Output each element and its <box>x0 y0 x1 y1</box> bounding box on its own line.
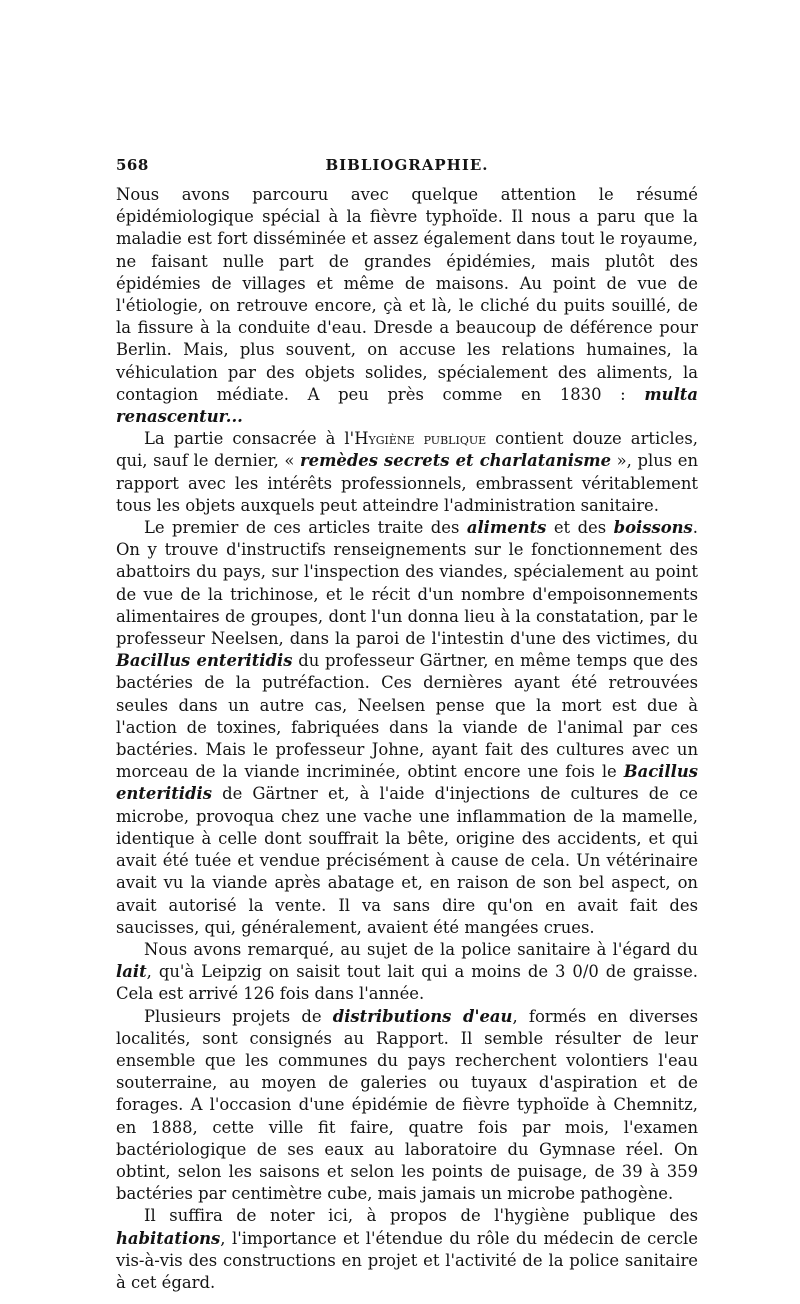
emphasis-boissons: boissons <box>613 518 693 538</box>
emphasis-bacillus-2: Bacillus enteritidis <box>116 762 698 804</box>
emphasis-distributions-eau: distributions d'eau <box>332 1006 513 1026</box>
running-head <box>116 156 698 180</box>
emphasis-lait: lait <box>116 962 147 982</box>
body-text <box>116 184 698 1294</box>
emphasis-bacillus-1: Bacillus enteritidis <box>116 651 293 671</box>
emphasis-remedes-secrets: remèdes secrets et charlatanisme <box>300 451 612 471</box>
paragraph-food-and-drink: Le premier de ces articles traite des aliments et des boissons. On y trouve d'instructifs renseignements sur le fonctionnement des abattoirs du pays, sur l'inspection des viandes, spécialement au point de vue de la trichinose, et le récit d'un nombre d'empoisonnements alimentaires de groupes, dont l'un donna lieu à la constatation, par le professeur Neelsen, dans la paroi de l'intestin d'une des victimes, du Bacillus enteritidis du professeur Gärtner, en même temps que des bactéries de la putréfaction. Ces dernières ayant été retrouvées seules dans un autre cas, Neelsen pense que la mort est due à l'action de toxines, fabriquées dans la viande de l'animal par ces bactéries. Mais le professeur Johne, ayant fait des cultures avec un morceau de la viande incriminée, obtint encore une fois le Bacillus enteritidis de Gärtner et, à l'aide d'injections de cultures de ce microbe, provoqua chez une vache une inflammation de la mamelle, identique à celle dont souffrait la bête, origine des accidents, et qui avait été tuée et vendue précisément à cause de cela. Un vétérinaire avait vu la viande après abatage et, en raison de son bel aspect, on avait autorisé la vente. Il va sans dire qu'on en avait fait des saucisses, qui, généralement, avaient été mangées crues. <box>116 518 699 937</box>
emphasis-aliments: aliments <box>466 518 547 538</box>
paragraph-typhoid-summary: Nous avons parcouru avec quelque attention le résumé épidémiologique spécial à la fièvre typhoïde. Il nous a paru que la maladie est fort disséminée et assez également dans tout le royaume, ne faisant nulle part de grandes épidémies, mais plutôt des épidémies de villages et même de maisons. Au point de vue de l'étiologie, on retrouve encore, çà et là, le cliché du puits souillé, de la fissure à la conduite d'eau. Dresde a beaucoup de déférence pour Berlin. Mais, plus souvent, on accuse les relations humaines, la véhiculation par des objets solides, spécialement des aliments, la contagion médiate. A peu près comme en 1830 : multa renascentur... <box>116 185 698 427</box>
page-number: 568 <box>116 156 149 174</box>
paragraph-milk: Nous avons remarqué, au sujet de la police sanitaire à l'égard du lait, qu'à Leipzig on saisit tout lait qui a moins de 3 0/0 de graisse. Cela est arrivé 126 fois dans l'année. <box>116 939 698 1004</box>
paragraph-housing: Il suffira de noter ici, à propos de l'hygiène publique des habitations, l'importance et l'étendue du rôle du médecin de cercle vis-à-vis des constructions en projet et l'activité de la police sanitaire à cet égard. <box>116 1206 698 1292</box>
section-name-hygiene-publique: Hygiène publique <box>354 429 487 449</box>
running-title: BIBLIOGRAPHIE. <box>325 156 489 174</box>
paragraph-water-distribution: Plusieurs projets de distributions d'eau, formés en diverses localités, sont consignés au Rapport. Il semble résulter de leur ensemble que les communes du pays recherchent volontiers l'eau souterraine, au moyen de galeries ou tuyaux d'aspiration et de forages. A l'occasion d'une épidémie de fièvre typhoïde à Chemnitz, en 1888, cette ville fit faire, quatre fois par mois, l'examen bactériologique de ses eaux au laboratoire du Gymnase réel. On obtint, selon les saisons et selon les points de puisage, de 39 à 359 bactéries par centimètre cube, mais jamais un microbe pathogène. <box>116 1006 698 1204</box>
emphasis-habitations: habitations <box>116 1228 221 1248</box>
paragraph-public-hygiene: La partie consacrée à l'Hygiène publique contient douze articles, qui, sauf le dernier, « remèdes secrets et charlatanisme », plus en rapport avec les intérêts professionnels, embrassent véritablement tous les objets auxquels peut atteindre l'administration sanitaire. <box>116 429 699 515</box>
latin-quote: multa renascentur... <box>116 384 698 427</box>
